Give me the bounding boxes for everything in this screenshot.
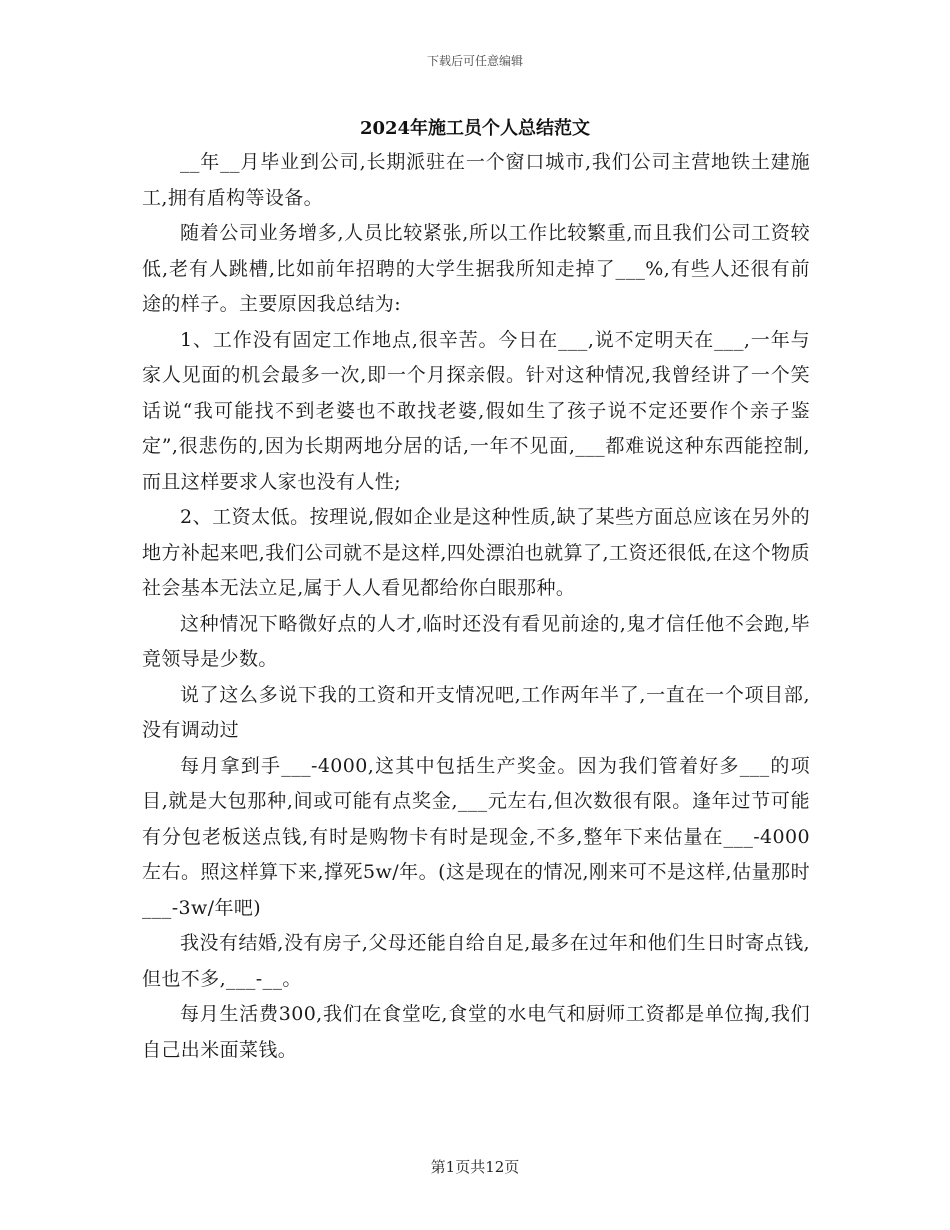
paragraph: 每月生活费300,我们在食堂吃,食堂的水电气和厨师工资都是单位掏,我们自己出米面菜钱。 [142,1003,810,1061]
paragraph: __年__月毕业到公司,长期派驻在一个窗口城市,我们公司主营地铁土建施工,拥有盾构等设备。 [142,151,810,209]
paragraph: 这种情况下略微好点的人才,临时还没有看见前途的,鬼才信任他不会跑,毕竟领导是少数。 [142,612,810,670]
paragraph: 1、工作没有固定工作地点,很辛苦。今日在___,说不定明天在___,一年与家人见面的机会最多一次,即一个月探亲假。针对这种情况,我曾经讲了一个笑话说“我可能找不到老婆也不敢找老婆,假如生了孩子说不定还要作个亲子鉴定”,很悲伤的,因为长期两地分居的话,一年不见面,___都难说这种东西能控制,而且这样要求人家也没有人性; [142,328,810,493]
paragraph: 我没有结婚,没有房子,父母还能自给自足,最多在过年和他们生日时寄点钱,但也不多,___-__。 [142,932,810,990]
page-footer: 第1页共12页 [430,1158,520,1176]
document-title: 2024年施工员个人总结范文 [359,118,591,139]
paragraph: 2、工资太低。按理说,假如企业是这种性质,缺了某些方面总应该在另外的地方补起来吧,我们公司就不是这样,四处漂泊也就算了,工资还很低,在这个物质社会基本无法立足,属于人人看见都给你白眼那种。 [142,506,810,599]
paragraph: 每月拿到手___-4000,这其中包括生产奖金。因为我们管着好多___的项目,就是大包那种,间或可能有点奖金,___元左右,但次数很有限。逢年过节可能有分包老板送点钱,有时是购物卡有时是现金,不多,整年下来估量在___-4000左右。照这样算下来,撑死5w/年。(这是现在的情况,刚来可不是这样,估量那时___-3w/年吧) [142,754,810,919]
paragraph: 随着公司业务增多,人员比较紧张,所以工作比较繁重,而且我们公司工资较低,老有人跳槽,比如前年招聘的大学生据我所知走掉了___%,有些人还很有前途的样子。主要原因我总结为: [142,222,810,315]
paragraph: 说了这么多说下我的工资和开支情况吧,工作两年半了,一直在一个项目部,没有调动过 [142,683,810,741]
document-body [142,145,810,1068]
header-note: 下载后可任意编辑 [426,54,523,68]
